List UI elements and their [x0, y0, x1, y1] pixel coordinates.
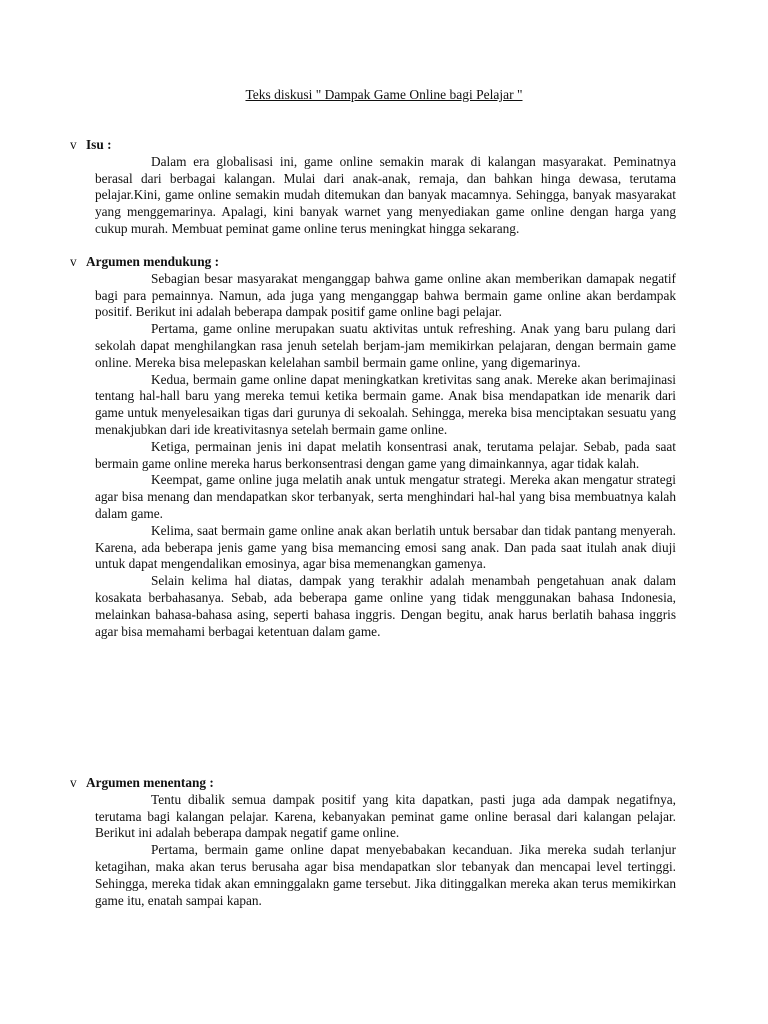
- paragraph: Sebagian besar masyarakat menganggap bahwa game online akan memberikan damapak negatif bagi para pemainnya. Namun, ada juga yang menganggap bahwa bermain game online akan berdampak positif. Berikut ini adalah beberapa dampak positif game online bagi pelajar.: [95, 270, 676, 320]
- section-heading: [70, 137, 676, 154]
- section-heading-label: Argumen menentang :: [86, 775, 214, 790]
- paragraph: Pertama, bermain game online dapat menyebabakan kecanduan. Jika mereka sudah terlanjur ketagihan, maka akan terus berusaha agar bisa mendapatkan slor tebanyak dan mencapai level tertinggi. Sehingga, mereka tidak akan emninggalakn game tersebut. Jika ditinggalkan mereka akan terus memikirkan game itu, enatah sampai kapan.: [95, 842, 676, 908]
- section-heading: [70, 254, 676, 271]
- paragraph: Dalam era globalisasi ini, game online semakin marak di kalangan masyarakat. Peminatnya berasal dari berbagai kalangan. Mulai dari anak-anak, remaja, dan bahkan hinga dewasa, terutama pelajar.Kini, game online semakin mudah ditemukan dan banyak macamnya. Sehingga, banyak masyarakat yang menggemarinya. Apalagi, kini banyak warnet yang menyediakan game online dengan harga yang cukup murah. Membuat peminat game online terus meningkat hingga sekarang.: [95, 153, 676, 236]
- section-isu: [70, 137, 676, 238]
- bullet-marker: v: [70, 775, 77, 790]
- paragraph: Selain kelima hal diatas, dampak yang terakhir adalah menambah pengetahuan anak dalam kosakata berbahasanya. Sebab, ada beberapa game online yang tidak menggunakan bahasa Indonesia, melainkan bahasa-bahasa asing, seperti bahasa inggris. Dengan begitu, anak harus berlatih bahasa inggris agar bisa memahami berbagai ketentuan dalam game.: [95, 573, 676, 639]
- paragraph: Tentu dibalik semua dampak positif yang kita dapatkan, pasti juga ada dampak negatifnya, terutama bagi kalangan pelajar. Karena, kebanyakan peminat game online berasal dari kalangan pelajar. Berikut ini adalah beberapa dampak negatif game online.: [95, 791, 676, 841]
- bullet-marker: v: [70, 254, 77, 269]
- section-argumen-menentang: [70, 775, 676, 909]
- section-heading: [70, 775, 676, 792]
- paragraph: Kedua, bermain game online dapat meningkatkan kretivitas sang anak. Mereke akan berimajinasi tentang hal-hall baru yang mereka temui ketika bermain game. Anak bisa mendapatkan ide menarik dari game untuk menyelesaikan tigas dari gurunya di sekoalah. Sehingga, mereka bisa menciptakan sesuatu yang menakjubkan dari ide kreativitasnya setelah bermain game online.: [95, 371, 676, 437]
- document-title: Teks diskusi " Dampak Game Online bagi Pelajar ": [245, 87, 523, 102]
- paragraph: Keempat, game online juga melatih anak untuk mengatur strategi. Mereka akan mengatur strategi agar bisa menang dan mendapatkan skor terbanyak, serta menghindari hal-hal yang bisa membuatnya kalah dalam game.: [95, 472, 676, 521]
- paragraph: Pertama, game online merupakan suatu aktivitas untuk refreshing. Anak yang baru pulang dari sekolah dapat menghilangkan rasa jenuh setelah berjam-jam memikirkan pelajaran, dengan bermain game online. Mereka bisa melepaskan kelelahan sambil bermain game online, yang digemarinya.: [95, 321, 676, 370]
- paragraph: Ketiga, permainan jenis ini dapat melatih konsentrasi anak, terutama pelajar. Sebab, pada saat bermain game online mereka harus berkonsentrasi dengan game yang dimainkannya, agar tidak kalah.: [95, 438, 676, 471]
- paragraph: Kelima, saat bermain game online anak akan berlatih untuk bersabar dan tidak pantang menyerah. Karena, ada beberapa jenis game yang bisa memancing emosi sang anak. Dan pada saat itulah anak diuji untuk dapat mengendalikan emosinya, agar bisa memenangkan gamenya.: [95, 522, 676, 572]
- bullet-marker: v: [70, 137, 77, 152]
- section-argumen-mendukung: [70, 254, 676, 640]
- section-heading-label: Isu :: [86, 137, 112, 152]
- section-heading-label: Argumen mendukung :: [86, 254, 219, 269]
